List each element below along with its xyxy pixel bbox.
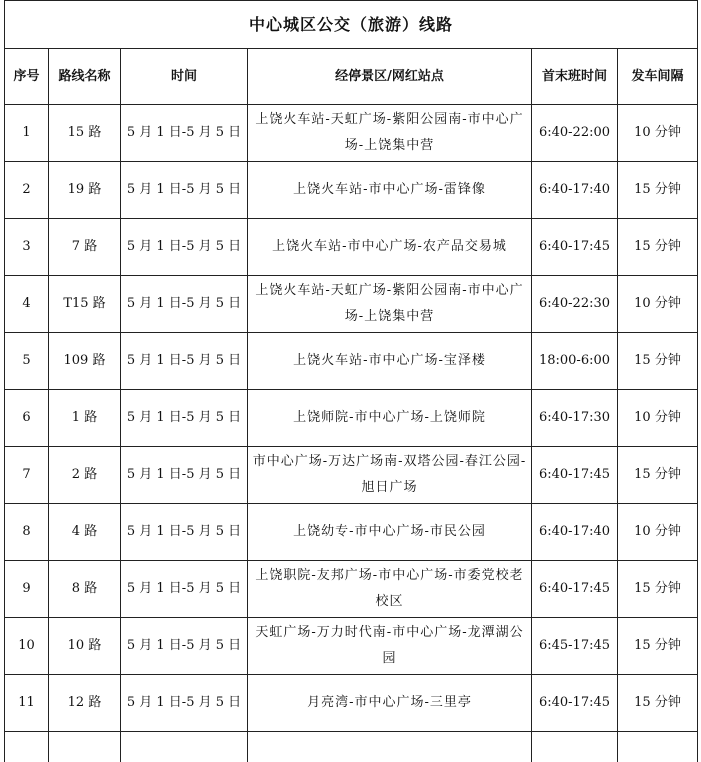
table-row <box>5 333 698 390</box>
header-date: 时间 <box>121 49 248 105</box>
header-index: 序号 <box>5 49 49 105</box>
row-interval: 15 分钟 <box>618 333 698 390</box>
row-route: 19 路 <box>49 162 121 219</box>
row-route: 7 路 <box>49 219 121 276</box>
row-stops: 上饶职院-友邦广场-市中心广场-市委党校老校区 <box>248 561 532 618</box>
row-interval: 15 分钟 <box>618 561 698 618</box>
table-row <box>5 105 698 162</box>
row-stops: 上饶火车站-天虹广场-紫阳公园南-市中心广场-上饶集中营 <box>248 105 532 162</box>
row-hours: 6:45-17:45 <box>532 618 618 675</box>
row-date: 5 月 1 日-5 月 5 日 <box>121 162 248 219</box>
row-interval: 15 分钟 <box>618 162 698 219</box>
row-index: 3 <box>5 219 49 276</box>
row-cell-empty <box>121 732 248 762</box>
row-stops: 上饶火车站-天虹广场-紫阳公园南-市中心广场-上饶集中营 <box>248 276 532 333</box>
row-hours: 18:00-6:00 <box>532 333 618 390</box>
row-route: 12 路 <box>49 675 121 732</box>
row-hours: 6:40-17:45 <box>532 561 618 618</box>
row-interval: 10 分钟 <box>618 390 698 447</box>
table-row <box>5 675 698 732</box>
row-hours: 6:40-17:45 <box>532 219 618 276</box>
row-route: 2 路 <box>49 447 121 504</box>
row-date: 5 月 1 日-5 月 5 日 <box>121 390 248 447</box>
table-row <box>5 276 698 333</box>
row-date: 5 月 1 日-5 月 5 日 <box>121 447 248 504</box>
row-cell-empty <box>5 732 49 762</box>
row-hours: 6:40-17:40 <box>532 504 618 561</box>
row-interval: 10 分钟 <box>618 276 698 333</box>
row-date: 5 月 1 日-5 月 5 日 <box>121 276 248 333</box>
header-route: 路线名称 <box>49 49 121 105</box>
row-index: 1 <box>5 105 49 162</box>
row-stops: 上饶幼专-市中心广场-市民公园 <box>248 504 532 561</box>
row-index: 7 <box>5 447 49 504</box>
row-stops: 月亮湾-市中心广场-三里亭 <box>248 675 532 732</box>
header-stops: 经停景区/网红站点 <box>248 49 532 105</box>
row-index: 6 <box>5 390 49 447</box>
row-stops: 上饶火车站-市中心广场-农产品交易城 <box>248 219 532 276</box>
bus-route-table <box>4 0 698 762</box>
row-stops: 市中心广场-万达广场南-双塔公园-春江公园-旭日广场 <box>248 447 532 504</box>
row-index: 9 <box>5 561 49 618</box>
row-route: 15 路 <box>49 105 121 162</box>
header-hours: 首末班时间 <box>532 49 618 105</box>
row-index: 5 <box>5 333 49 390</box>
row-route: T15 路 <box>49 276 121 333</box>
row-hours: 6:40-22:00 <box>532 105 618 162</box>
row-date: 5 月 1 日-5 月 5 日 <box>121 105 248 162</box>
table-row <box>5 618 698 675</box>
row-route: 1 路 <box>49 390 121 447</box>
row-cell-empty <box>618 732 698 762</box>
row-index: 11 <box>5 675 49 732</box>
header-row <box>5 49 698 105</box>
table-row <box>5 219 698 276</box>
row-route: 8 路 <box>49 561 121 618</box>
row-index: 10 <box>5 618 49 675</box>
row-date: 5 月 1 日-5 月 5 日 <box>121 561 248 618</box>
row-route: 4 路 <box>49 504 121 561</box>
row-cell-empty <box>248 732 532 762</box>
table-row <box>5 561 698 618</box>
table-row <box>5 504 698 561</box>
row-date: 5 月 1 日-5 月 5 日 <box>121 675 248 732</box>
row-route: 10 路 <box>49 618 121 675</box>
row-stops: 上饶火车站-市中心广场-宝泽楼 <box>248 333 532 390</box>
row-route: 109 路 <box>49 333 121 390</box>
row-interval: 15 分钟 <box>618 219 698 276</box>
table-row <box>5 162 698 219</box>
row-interval: 10 分钟 <box>618 504 698 561</box>
row-stops: 上饶师院-市中心广场-上饶师院 <box>248 390 532 447</box>
row-index: 2 <box>5 162 49 219</box>
row-hours: 6:40-22:30 <box>532 276 618 333</box>
row-interval: 15 分钟 <box>618 618 698 675</box>
row-date: 5 月 1 日-5 月 5 日 <box>121 219 248 276</box>
table-row-partial <box>5 732 698 762</box>
row-hours: 6:40-17:45 <box>532 447 618 504</box>
row-stops: 上饶火车站-市中心广场-雷锋像 <box>248 162 532 219</box>
row-date: 5 月 1 日-5 月 5 日 <box>121 504 248 561</box>
table-row <box>5 447 698 504</box>
row-date: 5 月 1 日-5 月 5 日 <box>121 333 248 390</box>
header-interval: 发车间隔 <box>618 49 698 105</box>
row-hours: 6:40-17:45 <box>532 675 618 732</box>
row-index: 4 <box>5 276 49 333</box>
row-hours: 6:40-17:30 <box>532 390 618 447</box>
table-title: 中心城区公交（旅游）线路 <box>5 1 698 49</box>
row-index: 8 <box>5 504 49 561</box>
row-date: 5 月 1 日-5 月 5 日 <box>121 618 248 675</box>
row-interval: 10 分钟 <box>618 105 698 162</box>
row-hours: 6:40-17:40 <box>532 162 618 219</box>
row-stops: 天虹广场-万力时代南-市中心广场-龙潭湖公园 <box>248 618 532 675</box>
row-cell-empty <box>532 732 618 762</box>
row-interval: 15 分钟 <box>618 675 698 732</box>
row-cell-empty <box>49 732 121 762</box>
row-interval: 15 分钟 <box>618 447 698 504</box>
table-row <box>5 390 698 447</box>
